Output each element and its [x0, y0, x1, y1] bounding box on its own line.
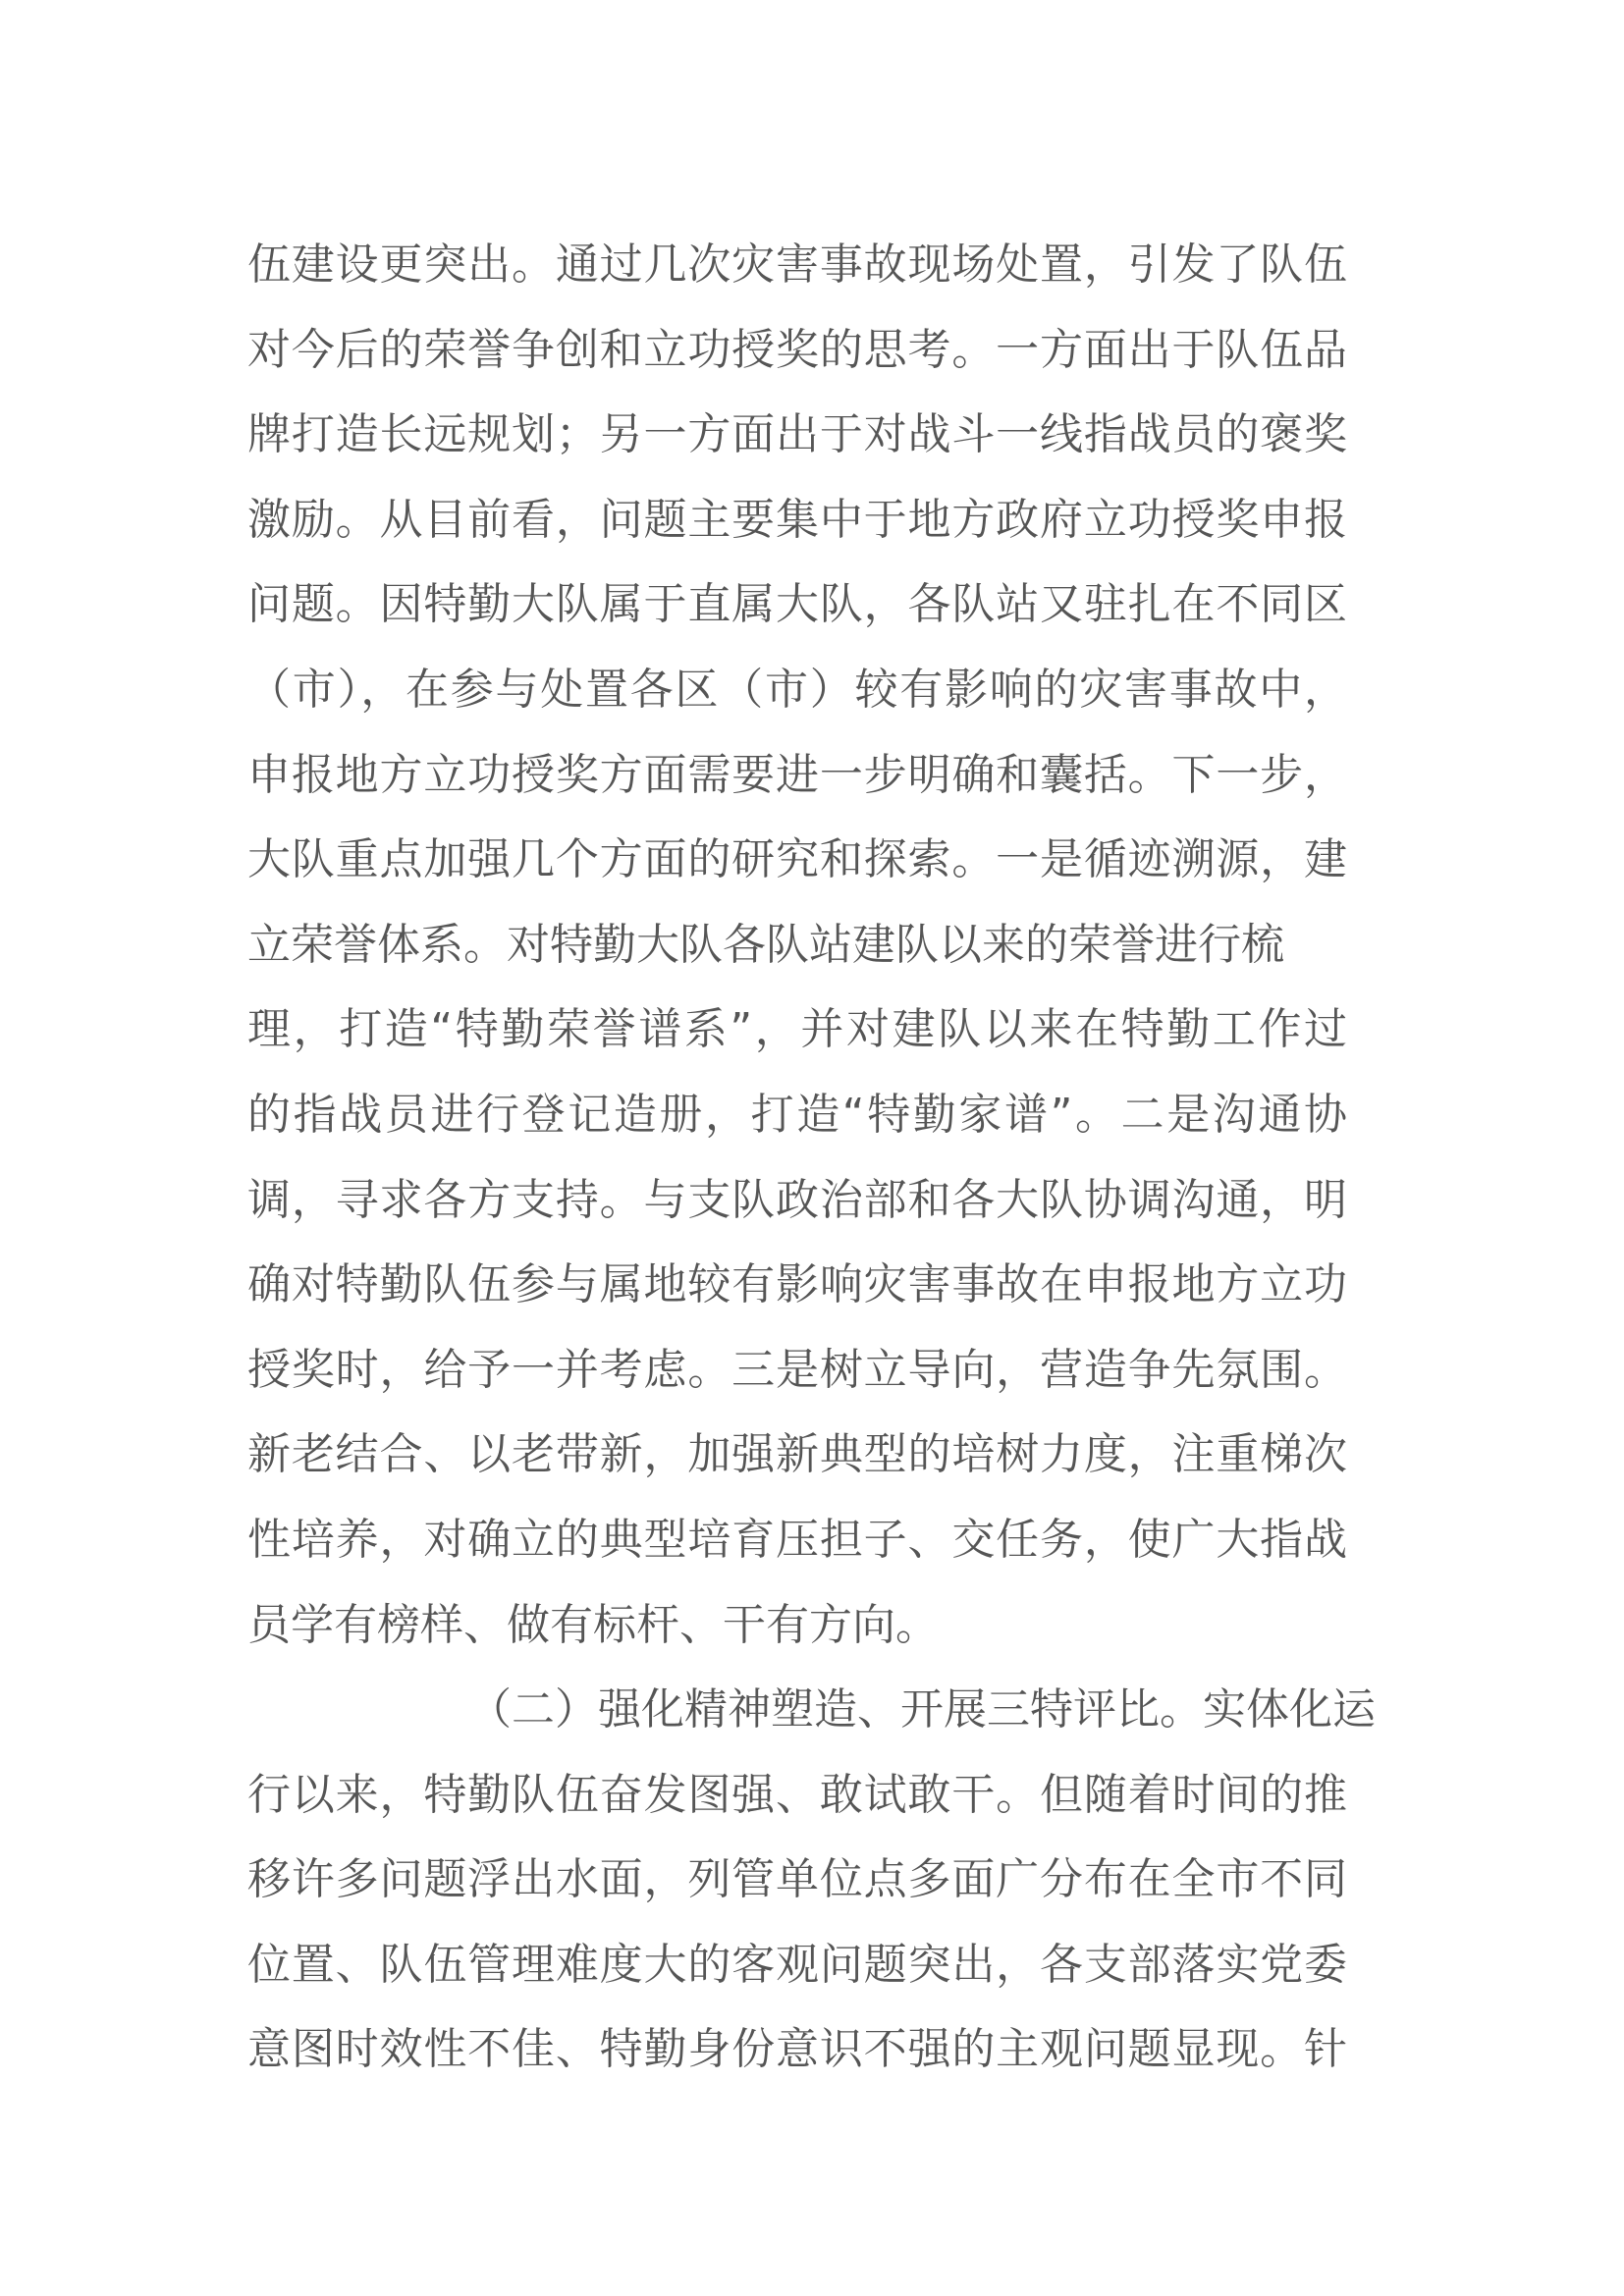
text-line: 立荣誉体系。对特勤大队各队站建队以来的荣誉进行梳 — [247, 919, 1284, 970]
text-line: 伍建设更突出。通过几次灾害事故现场处置，引发了队伍 — [247, 240, 1347, 290]
text-line: 位置、队伍管理难度大的客观问题突出，各支部落实党委 — [247, 1939, 1347, 1990]
text-line: 意图时效性不佳、特勤身份意识不强的主观问题显现。针 — [247, 2024, 1347, 2075]
text-line: 的指战员进行登记造册，打造“特勤家谱”。二是沟通协 — [247, 1089, 1347, 1140]
text-line: 对今后的荣誉争创和立功授奖的思考。一方面出于队伍品 — [247, 324, 1347, 375]
text-line: 行以来，特勤队伍奋发图强、敢试敢干。但随着时间的推 — [247, 1769, 1347, 1820]
text-line: 理，打造“特勤荣誉谱系”，并对建队以来在特勤工作过 — [247, 1004, 1347, 1055]
text-line: 问题。因特勤大队属于直属大队，各队站又驻扎在不同区 — [247, 579, 1347, 630]
text-line: 大队重点加强几个方面的研究和探索。一是循迹溯源，建 — [247, 834, 1347, 885]
text-line: 新老结合、以老带新，加强新典型的培树力度，注重梯次 — [247, 1429, 1347, 1480]
section-heading-line: （二）强化精神塑造、开展三特评比。实体化运 — [468, 1684, 1376, 1735]
paragraph-end-line: 员学有榜样、做有标杆、干有方向。 — [247, 1599, 939, 1650]
text-line: 牌打造长远规划；另一方面出于对战斗一线指战员的褒奖 — [247, 409, 1347, 460]
text-line: 激励。从目前看，问题主要集中于地方政府立功授奖申报 — [247, 494, 1347, 545]
text-line: 性培养，对确立的典型培育压担子、交任务，使广大指战 — [247, 1514, 1347, 1565]
document-body — [247, 236, 1376, 2106]
text-line: 调，寻求各方支持。与支队政治部和各大队协调沟通，明 — [247, 1174, 1347, 1225]
text-line: 申报地方立功授奖方面需要进一步明确和囊括。下一步， — [247, 749, 1347, 800]
text-line: 移许多问题浮出水面，列管单位点多面广分布在全市不同 — [247, 1854, 1347, 1905]
text-line: （市），在参与处置各区（市）较有影响的灾害事故中， — [247, 664, 1347, 715]
text-line: 确对特勤队伍参与属地较有影响灾害事故在申报地方立功 — [247, 1259, 1347, 1310]
text-line: 授奖时，给予一并考虑。三是树立导向，营造争先氛围。 — [247, 1344, 1347, 1395]
